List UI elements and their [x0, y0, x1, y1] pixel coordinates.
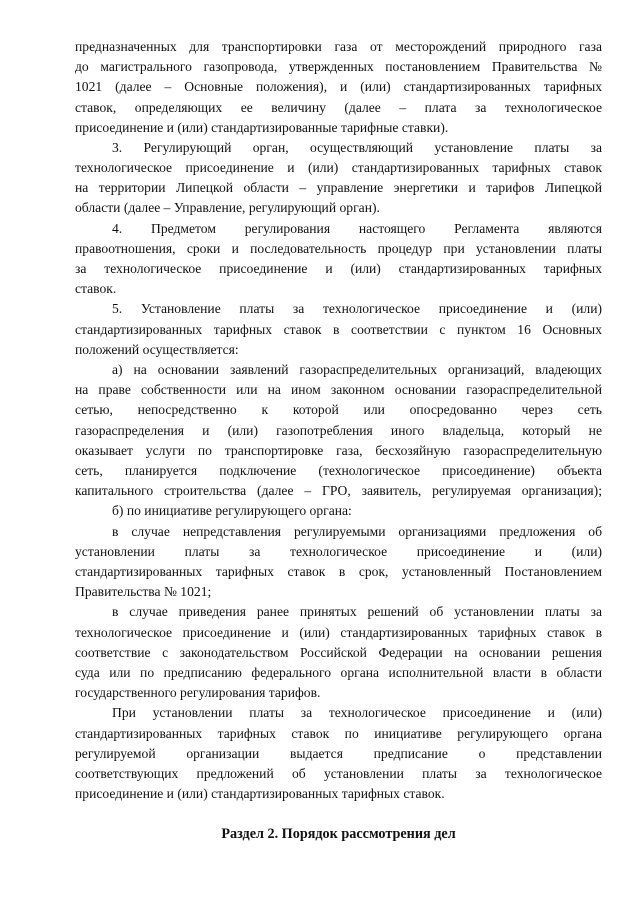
- text-line: сеть, планируется подключение (технологическое присоединение) объекта: [75, 463, 602, 478]
- text-line: газораспределения и (или) газопотребления иного владельца, который не: [75, 423, 602, 438]
- text-line: соответствие с законодательством Российской Федерации на основании решения: [75, 645, 602, 660]
- subitem-b-start: б) по инициативе регулирующего органа:: [112, 503, 352, 518]
- text-line: суда или по предписанию федерального органа исполнительной власти в области: [75, 665, 602, 680]
- text-line: установлении платы за технологическое присоединение и (или): [75, 544, 602, 559]
- text-line: технологическое присоединение и (или) стандартизированных тарифных ставок: [75, 160, 602, 175]
- text-line: 1021 (далее – Основные положения), и (или) стандартизированных тарифных: [75, 79, 602, 94]
- text-line: области (далее – Управление, регулирующий орган).: [75, 200, 380, 215]
- text-line: технологическое присоединение и (или) стандартизированных тарифных ставок в: [75, 625, 602, 640]
- text-line: присоединение и (или) стандартизированные тарифные ставки).: [75, 120, 449, 135]
- text-line: государственного регулирования тарифов.: [75, 685, 321, 700]
- paragraph-initiative-start: При установлении платы за технологическое присоединение и (или): [112, 705, 602, 720]
- text-line: присоединение и (или) стандартизированных тарифных ставок.: [75, 786, 445, 801]
- paragraph-3-start: 3. Регулирующий орган, осуществляющий установление платы за: [112, 140, 602, 155]
- text-line: до магистрального газопровода, утвержденных постановлением Правительства №: [75, 59, 602, 74]
- text-line: регулируемой организации выдается предписание о представлении: [75, 746, 602, 761]
- text-line: сетью, непосредственно к которой или опосредованно через сеть: [75, 402, 602, 417]
- text-line: предназначенных для транспортировки газа от месторождений природного газа: [75, 39, 602, 54]
- text-line: правоотношения, сроки и последовательность процедур при установлении платы: [75, 241, 602, 256]
- text-line: Правительства № 1021;: [75, 584, 212, 599]
- section-heading: Раздел 2. Порядок рассмотрения дел: [221, 826, 456, 842]
- text-line: стандартизированных тарифных ставок в соответствии с пунктом 16 Основных: [75, 322, 602, 337]
- subitem-a-start: а) на основании заявлений газораспределительных организаций, владеющих: [112, 362, 602, 377]
- text-line: ставок.: [75, 281, 117, 296]
- text-line: на праве собственности или на ином законном основании газораспределительной: [75, 382, 602, 397]
- text-line: соответствующих предложений об установлении платы за технологическое: [75, 766, 602, 781]
- text-line: за технологическое присоединение и (или) стандартизированных тарифных: [75, 261, 602, 276]
- text-line: положений осуществляется:: [75, 342, 239, 357]
- case-2-start: в случае приведения ранее принятых решений об установлении платы за: [112, 604, 602, 619]
- text-line: на территории Липецкой области – управление энергетики и тарифов Липецкой: [75, 180, 602, 195]
- text-line: ставок, определяющих ее величину (далее – плата за технологическое: [75, 100, 602, 115]
- paragraph-5-start: 5. Установление платы за технологическое присоединение и (или): [112, 301, 602, 316]
- paragraph-4-start: 4. Предметом регулирования настоящего Регламента являются: [112, 221, 602, 236]
- text-line: капитального строительства (далее – ГРО, заявитель, регулируемая организация);: [75, 483, 602, 498]
- text-line: оказывает услуги по транспортировке газа, бесхозяйную газораспределительную: [75, 443, 602, 458]
- text-line: стандартизированных тарифных ставок по инициативе регулирующего органа: [75, 726, 602, 741]
- case-1-start: в случае непредставления регулируемыми организациями предложения об: [112, 524, 602, 539]
- text-line: стандартизированных тарифных ставок в срок, установленный Постановлением: [75, 564, 602, 579]
